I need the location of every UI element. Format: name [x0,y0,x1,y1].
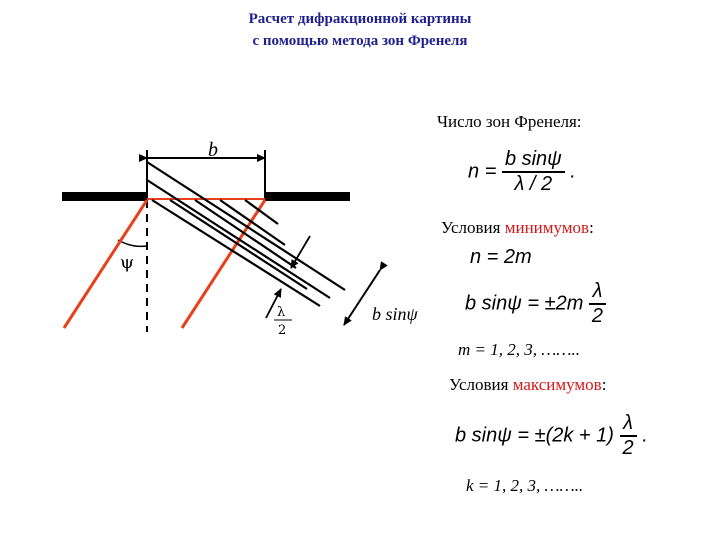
k-values: k = 1, 2, 3, …….. [466,476,584,495]
screen-right [264,192,350,201]
period: . [570,160,576,183]
fraction-numerator: b sinψ [502,148,565,173]
minima-word: минимумов [504,218,590,237]
maxima-formula-left: b sinψ = ±(2k + 1) [455,424,614,447]
maxima-colon: : [601,375,607,394]
ray-left [64,200,147,328]
half-wave-arrow-top [291,236,310,268]
psi-label: ψ [120,252,135,273]
maxima-period: . [642,424,648,447]
screen-left [62,192,148,201]
maxima-word: максимумов [512,375,602,394]
minima-n-formula: n = 2m [470,246,532,268]
maxima-prefix: Условия [449,375,513,394]
title-line-1: Расчет дифракционной картины [248,11,472,27]
m-values: m = 1, 2, 3, …….. [458,340,580,359]
fresnel-fraction [502,148,565,196]
minima-two: 2 [591,305,604,327]
maxima-lambda-fraction [620,412,637,460]
half-wave-two: 2 [278,323,287,338]
maxima-conditions-heading [449,375,606,395]
minima-formula [465,280,606,328]
half-wave-lambda: λ [277,305,286,320]
fraction-denominator: λ / 2 [514,173,553,195]
psi-angle-arc [118,240,147,246]
bsin-label: b sinψ [372,304,418,324]
maxima-two: 2 [622,437,634,459]
zone-lines [147,162,345,306]
minima-conditions-heading [441,218,594,238]
fresnel-number-formula [468,148,576,196]
minima-formula-left: b sinψ = ±2m [465,292,584,315]
title-line-2: с помощью метода зон Френеля [252,33,468,49]
equals: = [484,160,497,183]
minima-prefix: Условия [441,218,505,237]
minima-colon: : [589,218,594,237]
minima-lambda: λ [589,280,606,305]
maxima-lambda: λ [620,412,637,437]
minima-lambda-fraction [589,280,606,328]
n-var: n [468,160,480,183]
maxima-formula [455,412,648,460]
fresnel-zones-heading: Число зон Френеля: [437,112,582,131]
b-label: b [208,139,218,161]
